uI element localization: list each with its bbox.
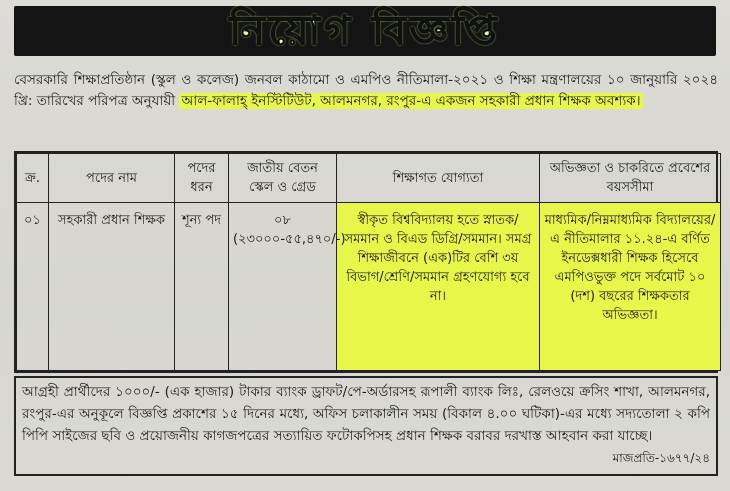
table-header-row [17, 154, 721, 203]
header-qualification: শিক্ষাগত যোগ্যতা [337, 154, 540, 203]
cell-type: শূন্য পদ [175, 203, 229, 371]
intro-highlighted-text: আল-ফালাহ্ ইনস্টিটিউট, আলমনগর, রংপুর-এ একজন সহকারী প্রধান শিক্ষক অবশ্যক। [181, 93, 641, 109]
header-pay: জাতীয় বেতন স্কেল ও গ্রেড [229, 154, 337, 203]
reference-number: মাজপ্রতি-১৬৭৭/২৪ [612, 451, 710, 465]
notice-title: নিয়োগ বিজ্ঞপ্তি [229, 8, 501, 54]
header-experience: অভিজ্ঞতা ও চাকরিতে প্রবেশের বয়সসীমা [540, 154, 721, 203]
vacancy-table [14, 151, 718, 373]
cell-serial: ০১ [17, 203, 49, 371]
instructions-text: আগ্রহী প্রার্থীদের ১০০০/- (এক হাজার) টাকার ব্যাংক ড্রাফট/পে-অর্ডারসহ রূপালী ব্যাংক লিঃ, রেলওয়ে ক্রসিং শাখা, আলমনগর, রংপুর-এর অনুকূলে বিজ্ঞপ্তি প্রকাশের ১৫ দিনের মধ্যে, অফিস চলাকালীন সময় (বিকাল ৪.০০ ঘটিকা)-এর মধ্যে সদ্যতোলা ২ কপি পিপি সাইজের ছবি ও প্রয়োজনীয় কাগজপত্রের সত্যায়িত ফটোকপিসহ প্রধান শিক্ষক বরাবর দরখাস্ত আহবান করা যাচ্ছে। [22, 384, 710, 444]
table-row [17, 203, 721, 371]
application-instructions [14, 376, 718, 476]
cell-experience: মাধ্যমিক/নিম্নমাধ্যমিক বিদ্যালয়ের/এ নীতিমালার ১১.২৪-এ বর্ণিত ইনডেক্সধারী শিক্ষক হিসেবে এমপিওভুক্ত পদে সর্বমোট ১০ (দশ) বছরের শিক্ষকতার অভিজ্ঞতা। [540, 203, 721, 371]
cell-qualification: স্বীকৃত বিশ্ববিদ্যালয় হতে স্নাতক/সমমান ও বিএড ডিগ্রি/সমমান। সমগ্র শিক্ষাজীবনে (এক)টির বেশি ৩য় বিভাগ/শ্রেণি/সমমান গ্রহণযোগ্য হবে না। [337, 203, 540, 371]
intro-paragraph [14, 70, 718, 112]
intro-text: বেসরকারি শিক্ষাপ্রতিষ্ঠান (স্কুল ও কলেজ) জনবল কাঠামো ও এমপিও নীতিমালা-২০২১ ও শিক্ষা মন্ত্রণালয়ের ১০ জানুয়ারি ২০২৪ খ্রি: তারিখের পরিপত্র অনুযায়ী [14, 72, 718, 109]
cell-post: সহকারী প্রধান শিক্ষক [49, 203, 175, 371]
header-post: পদের নাম [49, 154, 175, 203]
cell-pay: ০৮ (২৩০০০-৫৫,৪৭০/-) [229, 203, 337, 371]
header-serial: ক্র. [17, 154, 49, 203]
title-banner [14, 6, 716, 56]
header-type: পদের ধরন [175, 154, 229, 203]
